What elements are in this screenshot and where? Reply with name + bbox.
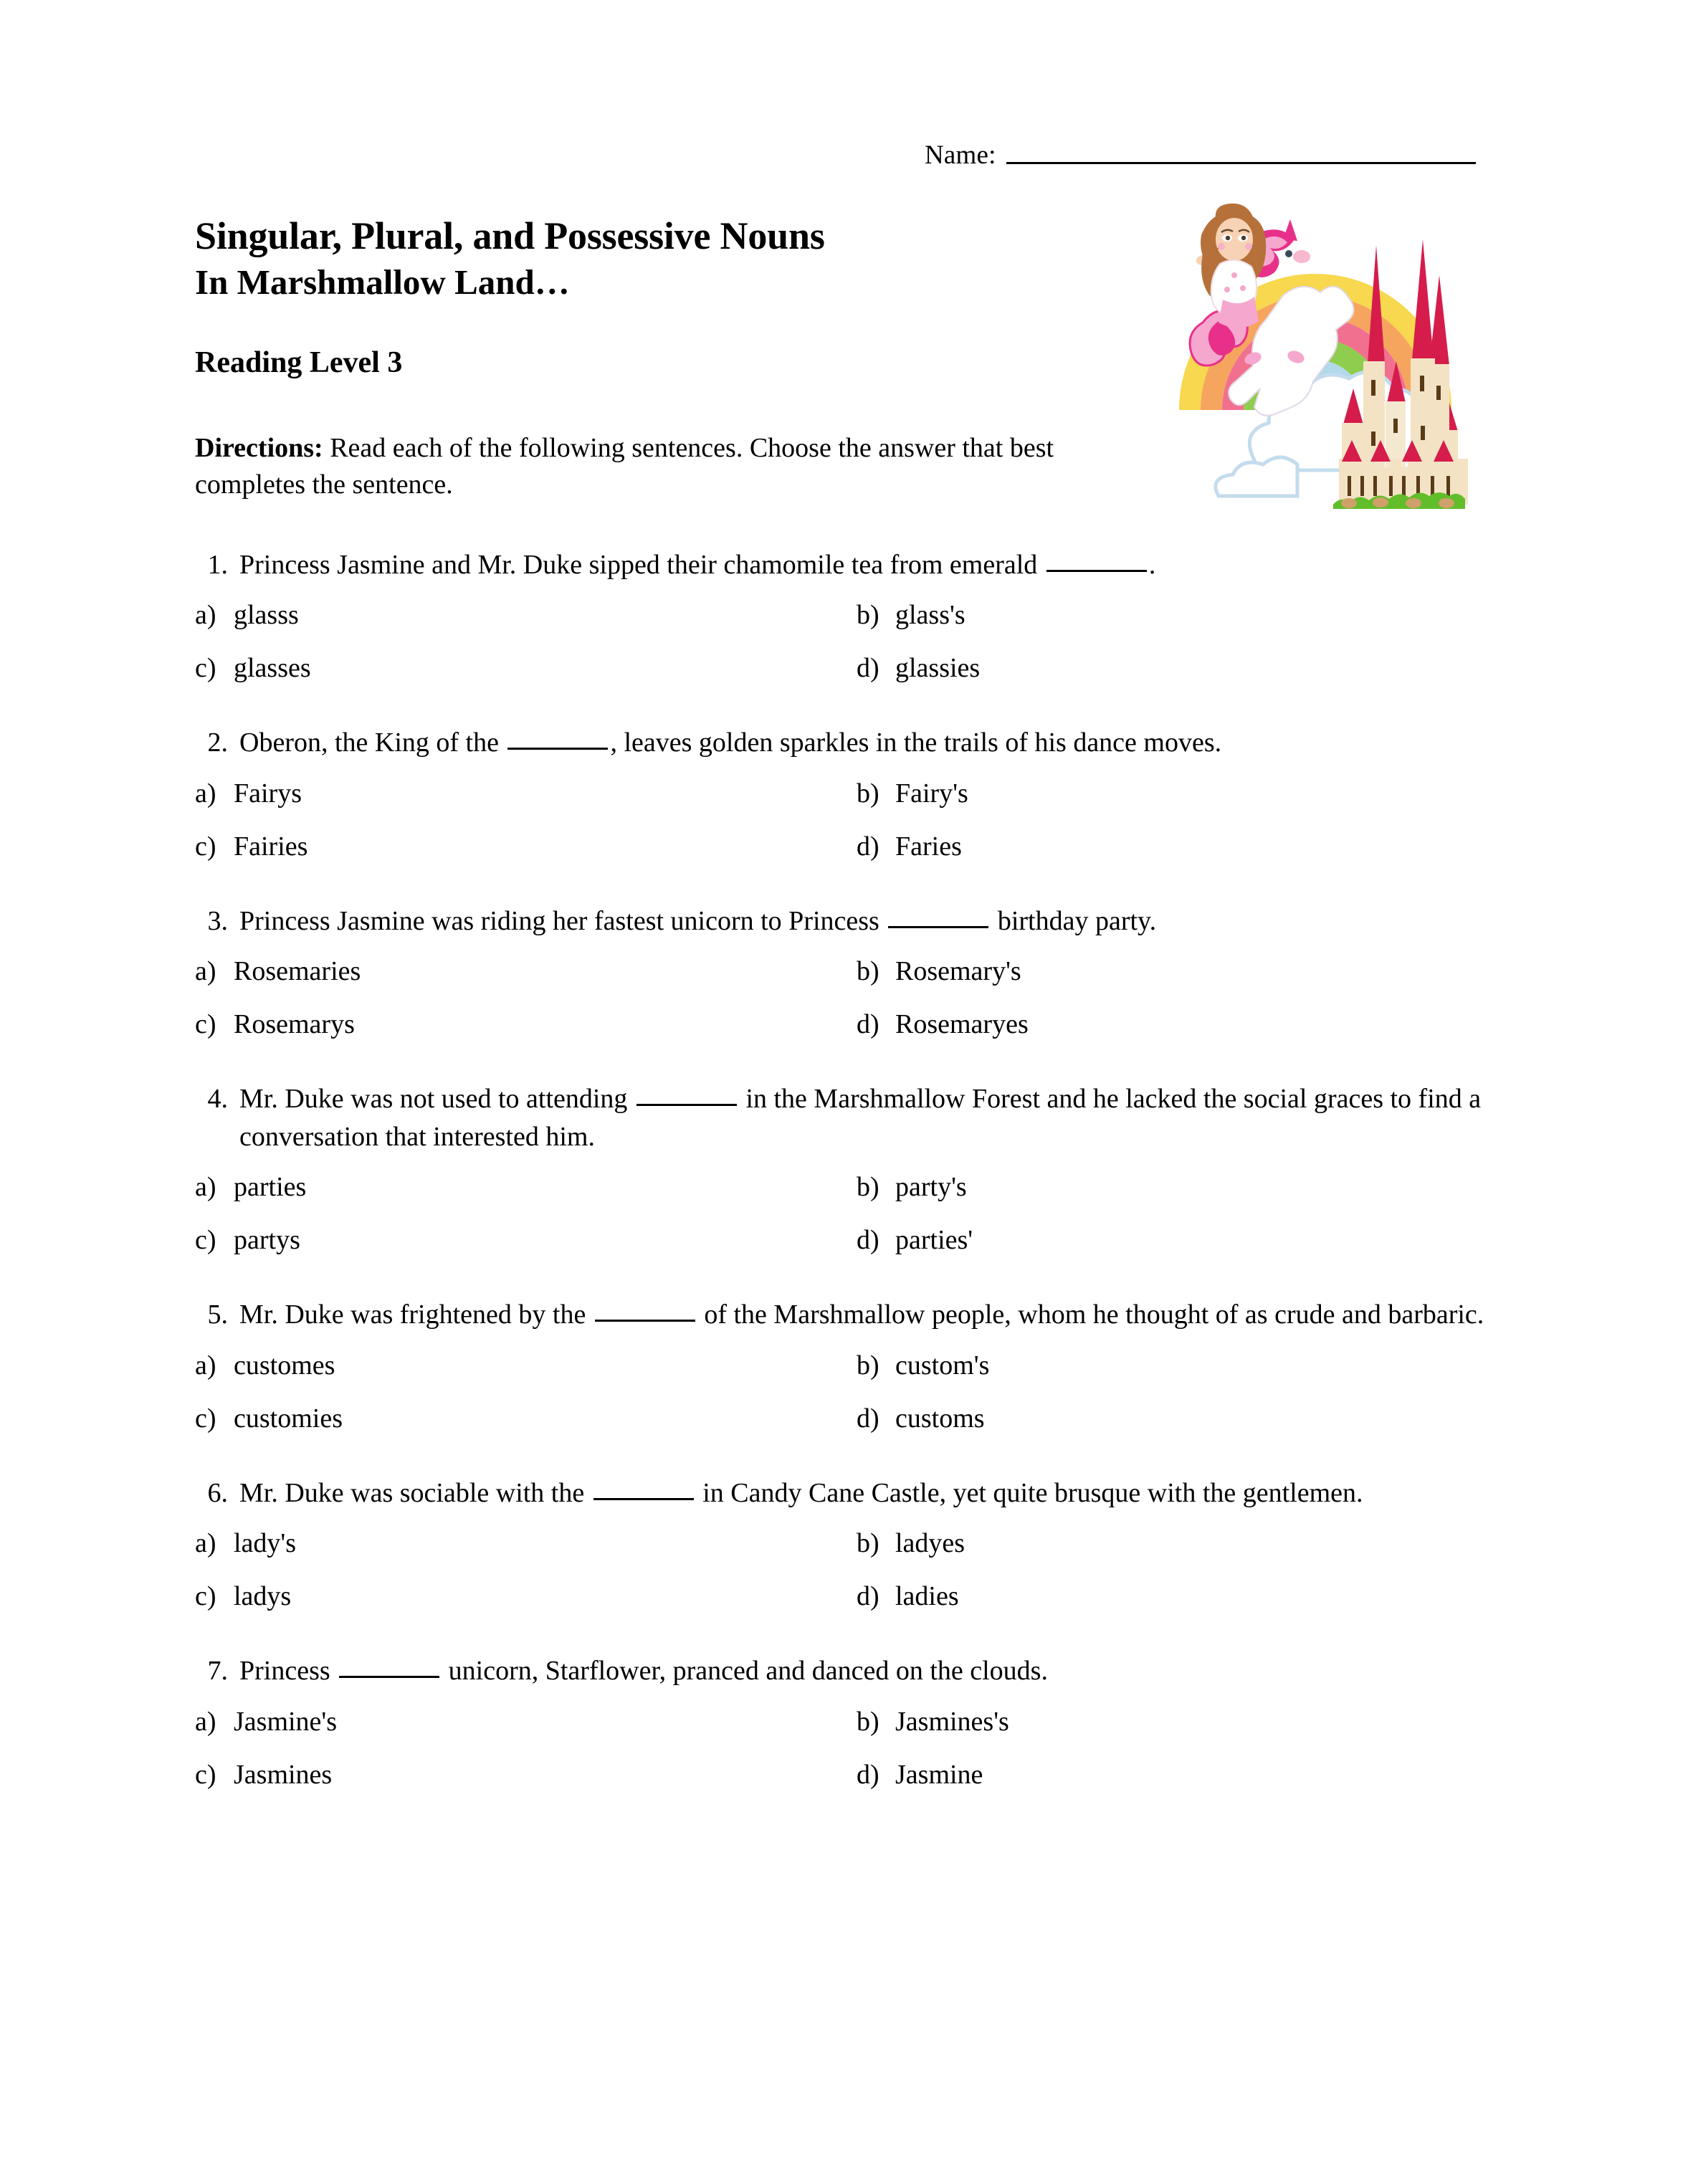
answer-option[interactable] — [195, 1580, 291, 1613]
answer-option[interactable] — [857, 1706, 1009, 1739]
answer-row — [0, 599, 1688, 652]
question-stem — [195, 1474, 1522, 1512]
answer-blank[interactable] — [1046, 570, 1147, 572]
answer-row — [0, 1706, 1688, 1759]
question-text-part: Princess — [239, 1656, 338, 1687]
answer-text: customies — [234, 1403, 343, 1434]
question-block — [0, 1080, 1688, 1277]
questions-list — [0, 546, 1688, 1831]
answer-option[interactable] — [857, 831, 962, 864]
answer-letter: a) — [195, 778, 216, 809]
answer-letter: a) — [195, 1706, 216, 1737]
answer-letter: c) — [195, 1759, 216, 1790]
answer-letter: d) — [857, 1759, 879, 1790]
answer-options — [0, 1527, 1688, 1634]
answer-text: glasses — [234, 653, 311, 684]
answer-row — [0, 1350, 1688, 1403]
question-block — [0, 1474, 1688, 1634]
directions-label: Directions: — [195, 433, 323, 463]
answer-text: customs — [895, 1403, 985, 1434]
answer-text: Rosemaryes — [895, 1009, 1029, 1040]
question-stem — [195, 1652, 1522, 1689]
answer-row — [0, 1224, 1688, 1277]
answer-text: Jasmines — [234, 1759, 333, 1790]
answer-row — [0, 1171, 1688, 1224]
page-title: Singular, Plural, and Possessive Nouns — [195, 214, 825, 257]
answer-option[interactable] — [195, 652, 311, 685]
answer-text: Jasmine's — [234, 1706, 338, 1737]
name-label: Name: — [925, 140, 996, 170]
answer-row — [0, 955, 1688, 1008]
answer-options — [0, 1350, 1688, 1456]
name-write-in-line[interactable] — [1006, 162, 1476, 164]
answer-text: Rosemary's — [895, 956, 1021, 987]
answer-options — [0, 1171, 1688, 1277]
answer-option[interactable] — [195, 1008, 355, 1041]
answer-letter: b) — [857, 1528, 879, 1559]
answer-letter: a) — [195, 1350, 216, 1381]
answer-row — [0, 1008, 1688, 1062]
princess-shape — [1196, 204, 1266, 328]
answer-letter: b) — [857, 778, 879, 809]
question-text-part: . — [1148, 550, 1156, 580]
question-block — [0, 546, 1688, 705]
directions-text: Read each of the following sentences. Choose the answer that best completes the sentence. — [195, 433, 1054, 500]
question-text-part: of the Marshmallow people, whom he thought of as crude and barbaric. — [697, 1300, 1484, 1330]
answer-letter: d) — [857, 1009, 879, 1040]
answer-option[interactable] — [857, 1403, 985, 1436]
answer-letter: a) — [195, 600, 216, 631]
answer-letter: b) — [857, 600, 879, 631]
answer-options — [0, 955, 1688, 1062]
answer-option[interactable] — [857, 778, 968, 811]
question-number: 5. — [207, 1300, 228, 1330]
answer-option[interactable] — [195, 1759, 332, 1792]
question-stem — [195, 724, 1522, 761]
question-number: 1. — [207, 550, 228, 580]
answer-blank[interactable] — [339, 1676, 439, 1678]
answer-text: lady's — [234, 1528, 297, 1559]
reading-level-label: Reading Level 3 — [195, 346, 403, 379]
directions-block — [195, 430, 1155, 503]
answer-text: custom's — [895, 1350, 990, 1381]
answer-text: Jasmines's — [895, 1706, 1009, 1737]
answer-text: ladys — [234, 1581, 292, 1612]
question-text-part: Oberon, the King of the — [239, 728, 506, 758]
question-text-part: in the Marshmallow Forest and he lacked the social graces to find a conversation that interested him. — [239, 1084, 1482, 1152]
answer-letter: c) — [195, 1581, 216, 1612]
question-block — [0, 902, 1688, 1062]
answer-letter: d) — [857, 653, 879, 684]
answer-options — [0, 599, 1688, 705]
question-text-part: birthday party. — [991, 905, 1157, 936]
answer-blank[interactable] — [595, 1320, 695, 1322]
answer-row — [0, 1759, 1688, 1812]
answer-row — [0, 1527, 1688, 1580]
answer-option[interactable] — [195, 1403, 343, 1436]
answer-option[interactable] — [857, 1224, 973, 1257]
answer-letter: b) — [857, 956, 879, 987]
answer-letter: c) — [195, 1225, 216, 1256]
answer-text: party's — [895, 1172, 967, 1203]
answer-option[interactable] — [857, 599, 965, 632]
answer-option[interactable] — [195, 1171, 306, 1204]
question-text-part: Princess Jasmine and Mr. Duke sipped their chamomile tea from emerald — [239, 550, 1044, 580]
answer-letter: a) — [195, 1172, 216, 1203]
answer-letter: b) — [857, 1350, 879, 1381]
answer-blank[interactable] — [507, 748, 608, 750]
answer-option[interactable] — [195, 778, 302, 811]
answer-option[interactable] — [857, 1350, 989, 1383]
answer-text: glassies — [895, 653, 981, 684]
answer-text: customes — [234, 1350, 335, 1381]
question-number: 2. — [207, 728, 228, 758]
answer-text: Jasmine — [895, 1759, 983, 1790]
answer-option[interactable] — [857, 1580, 959, 1613]
answer-text: Fairies — [234, 831, 308, 862]
answer-option[interactable] — [857, 1171, 967, 1204]
answer-letter: b) — [857, 1172, 879, 1203]
answer-option[interactable] — [195, 831, 307, 864]
question-block — [0, 1652, 1688, 1811]
answer-text: glasss — [234, 600, 299, 631]
answer-letter: d) — [857, 1403, 879, 1434]
answer-text: ladyes — [895, 1528, 965, 1559]
question-number: 3. — [207, 905, 228, 936]
answer-row — [0, 1580, 1688, 1634]
question-stem — [195, 1296, 1522, 1333]
answer-row — [0, 1403, 1688, 1456]
question-block — [0, 724, 1688, 883]
question-text-part: Mr. Duke was not used to attending — [239, 1084, 634, 1115]
answer-text: ladies — [895, 1581, 959, 1612]
answer-option[interactable] — [857, 652, 980, 685]
answer-letter: c) — [195, 1403, 216, 1434]
answer-option[interactable] — [195, 955, 361, 988]
name-field-row — [925, 142, 1476, 168]
answer-text: Fairys — [234, 778, 302, 809]
answer-row — [0, 778, 1688, 831]
question-block — [0, 1296, 1688, 1455]
question-number: 4. — [207, 1084, 228, 1115]
answer-letter: d) — [857, 1581, 879, 1612]
question-text-part: Princess Jasmine was riding her fastest unicorn to Princess — [239, 905, 887, 936]
answer-option[interactable] — [195, 1224, 300, 1257]
question-text-part: unicorn, Starflower, pranced and danced on the clouds. — [442, 1656, 1048, 1687]
answer-text: Faries — [895, 831, 962, 862]
answer-text: Fairy's — [895, 778, 968, 809]
question-stem — [195, 1080, 1522, 1155]
answer-text: glass's — [895, 600, 965, 631]
answer-option[interactable] — [857, 955, 1021, 988]
question-number: 6. — [207, 1477, 228, 1508]
answer-text: Rosemaries — [234, 956, 361, 987]
answer-blank[interactable] — [636, 1104, 737, 1106]
answer-row — [0, 831, 1688, 884]
answer-letter: c) — [195, 831, 216, 862]
answer-option[interactable] — [857, 1008, 1029, 1041]
answer-letter: b) — [857, 1706, 879, 1737]
answer-options — [0, 778, 1688, 884]
answer-option[interactable] — [195, 1527, 296, 1560]
answer-option[interactable] — [195, 599, 299, 632]
answer-text: Rosemarys — [234, 1009, 355, 1040]
answer-letter: d) — [857, 831, 879, 862]
princess-unicorn-rainbow-castle-illustration — [1168, 195, 1504, 525]
question-stem — [195, 546, 1522, 583]
answer-letter: a) — [195, 1528, 216, 1559]
answer-text: parties' — [895, 1225, 973, 1256]
question-text-part: in Candy Cane Castle, yet quite brusque with the gentlemen. — [695, 1477, 1363, 1508]
answer-letter: c) — [195, 1009, 216, 1040]
question-text-part: Mr. Duke was frightened by the — [239, 1300, 593, 1330]
answer-blank[interactable] — [888, 926, 988, 928]
answer-row — [0, 652, 1688, 705]
answer-blank[interactable] — [593, 1498, 694, 1500]
page-subtitle: In Marshmallow Land… — [195, 262, 570, 302]
answer-text: parties — [234, 1172, 307, 1203]
answer-text: partys — [234, 1225, 300, 1256]
answer-letter: c) — [195, 653, 216, 684]
question-stem — [195, 902, 1522, 940]
answer-option[interactable] — [857, 1527, 965, 1560]
question-number: 7. — [207, 1656, 228, 1687]
question-text-part: , leaves golden sparkles in the trails of his dance moves. — [610, 728, 1222, 758]
question-text-part: Mr. Duke was sociable with the — [239, 1477, 591, 1508]
answer-option[interactable] — [857, 1759, 983, 1792]
answer-option[interactable] — [195, 1706, 337, 1739]
answer-option[interactable] — [195, 1350, 335, 1383]
answer-letter: a) — [195, 956, 216, 987]
answer-options — [0, 1706, 1688, 1812]
answer-letter: d) — [857, 1225, 879, 1256]
